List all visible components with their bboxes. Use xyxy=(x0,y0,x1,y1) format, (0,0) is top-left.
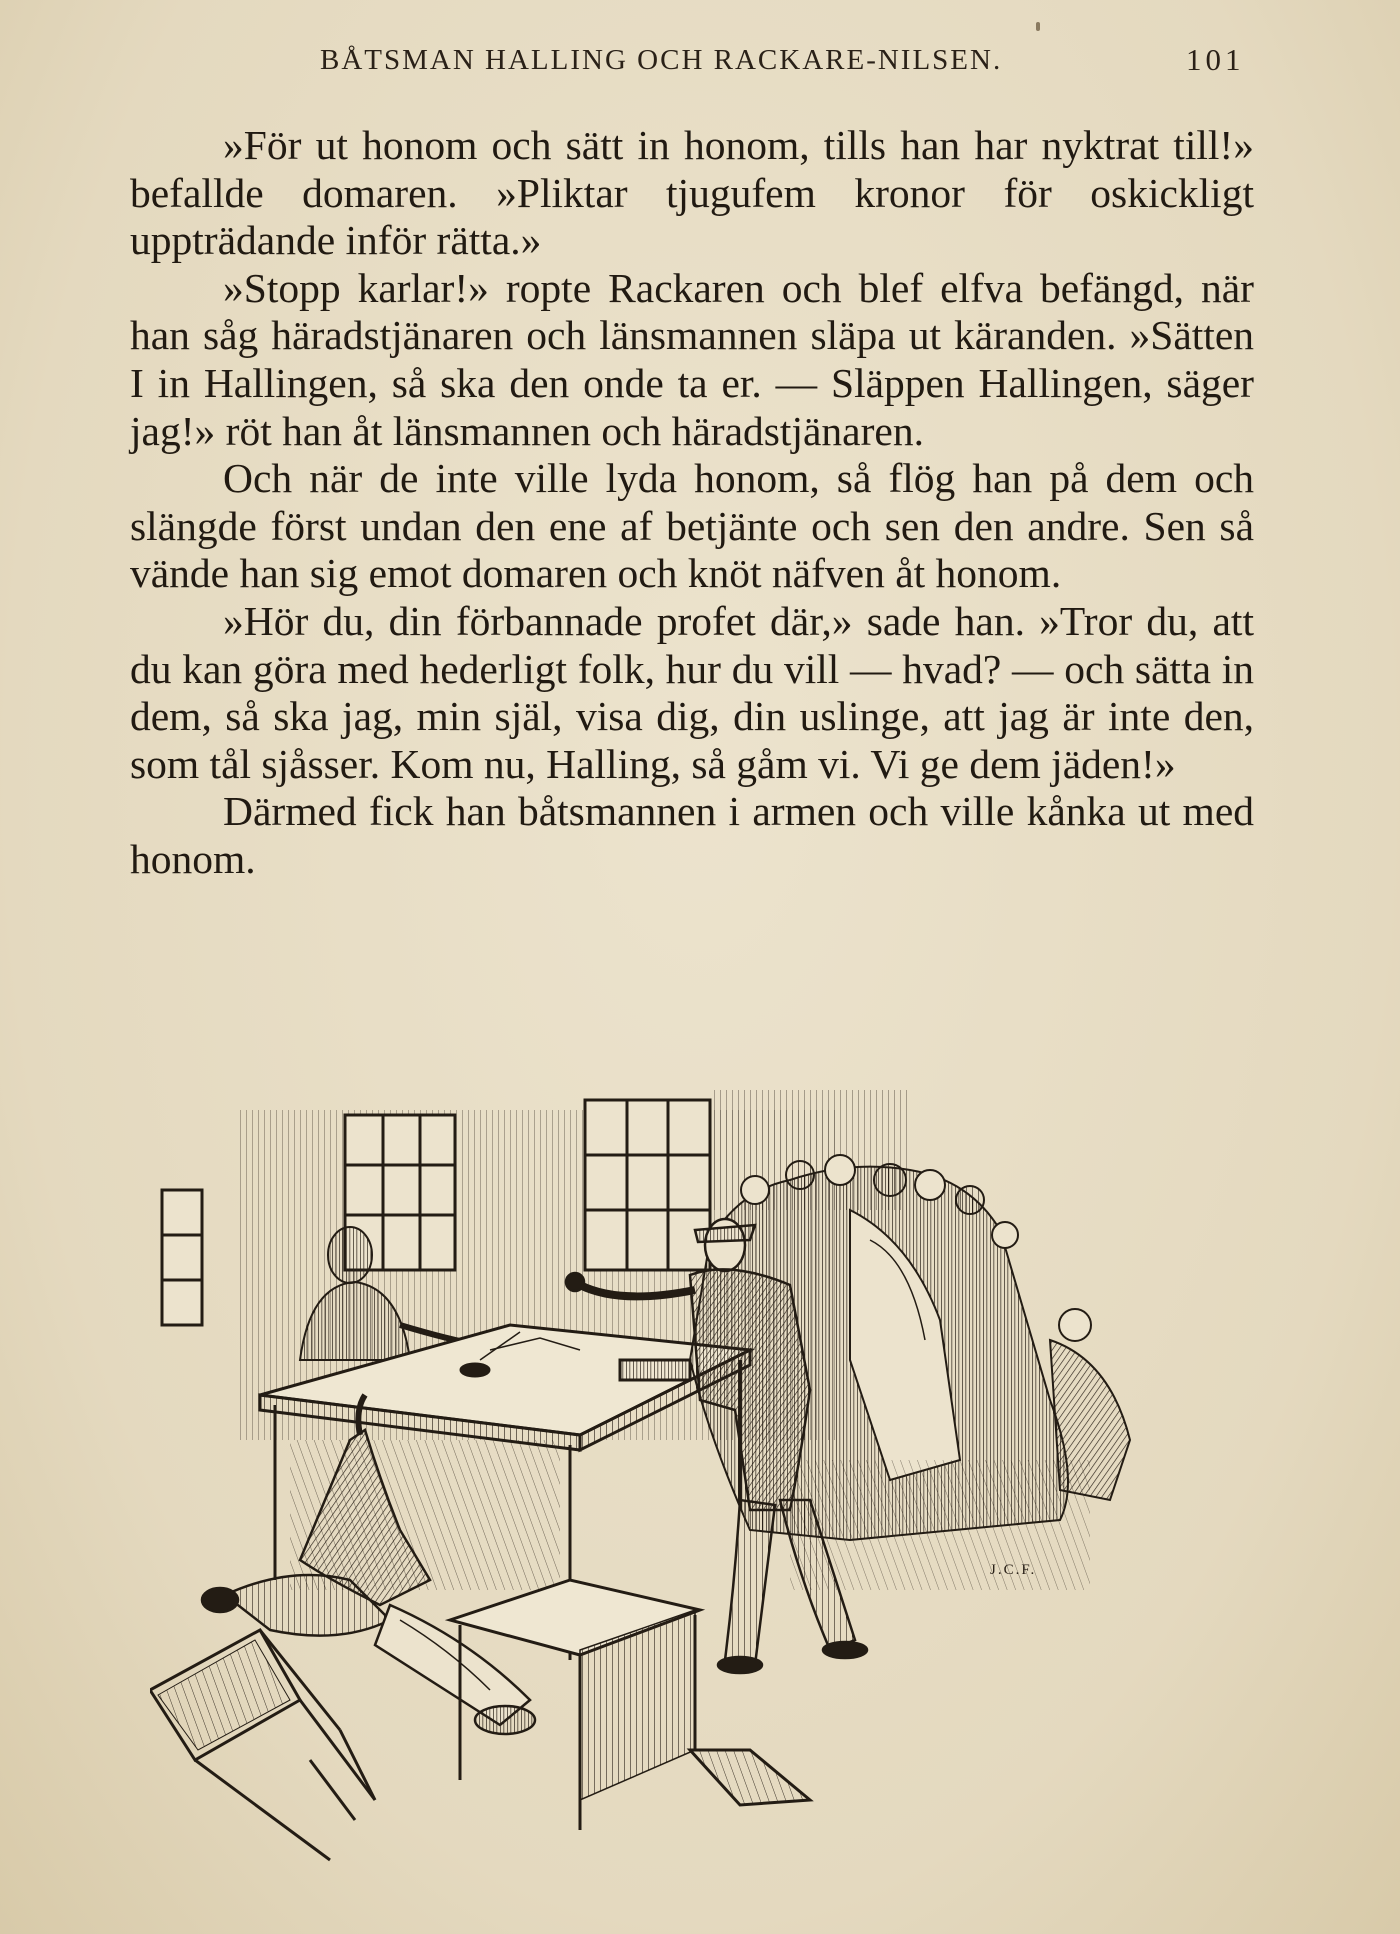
window-far-left xyxy=(162,1190,202,1325)
page-number: 101 xyxy=(1186,42,1245,77)
courtroom-illustration xyxy=(150,1060,1240,1870)
paper-speck xyxy=(1036,22,1040,31)
paragraph-4: »Hör du, din förbannade profet där,» sade han. »Tror du, att du kan göra med hederligt folk, hur du vill — hvad? — och sätta in dem, så ska jag, min själ, visa dig, din uslinge, att jag är inte den, som tål sjåsser. Kom nu, Halling, så gåm vi. Vi ge dem jäden!» xyxy=(130,597,1254,787)
paragraph-1: »För ut honom och sätt in honom, tills han har nyktrat till!» befallde domaren. »Pliktar tjugufem kronor för oskickligt uppträdande inför rätta.» xyxy=(130,122,1254,264)
running-title: BÅTSMAN HALLING OCH RACKARE-NILSEN. xyxy=(320,44,1003,76)
floor-shadow xyxy=(790,1460,1090,1590)
body-text xyxy=(130,122,1254,884)
window-center xyxy=(585,1100,710,1270)
illustration-drawing xyxy=(150,1060,1240,1870)
paragraph-5: Därmed fick han båtsmannen i armen och ville kånka ut med honom. xyxy=(130,788,1254,882)
paragraph-3: Och när de inte ville lyda honom, så flög han på dem och slängde först undan den ene af betjänte och sen den andre. Sen så vände han sig emot domaren och knöt näfven åt honom. xyxy=(130,455,1254,597)
paragraph-2: »Stopp karlar!» ropte Rackaren och blef elfva befängd, när han såg häradstjänaren och länsmannen släpa ut käranden. »Sätten I in Hallingen, så ska den onde ta er. — Släppen Hallingen, säger jag!» röt han åt länsmannen och häradstjänaren. xyxy=(130,264,1254,454)
overturned-chair xyxy=(150,1630,375,1860)
artist-signature: J.C.F. xyxy=(990,1562,1037,1578)
